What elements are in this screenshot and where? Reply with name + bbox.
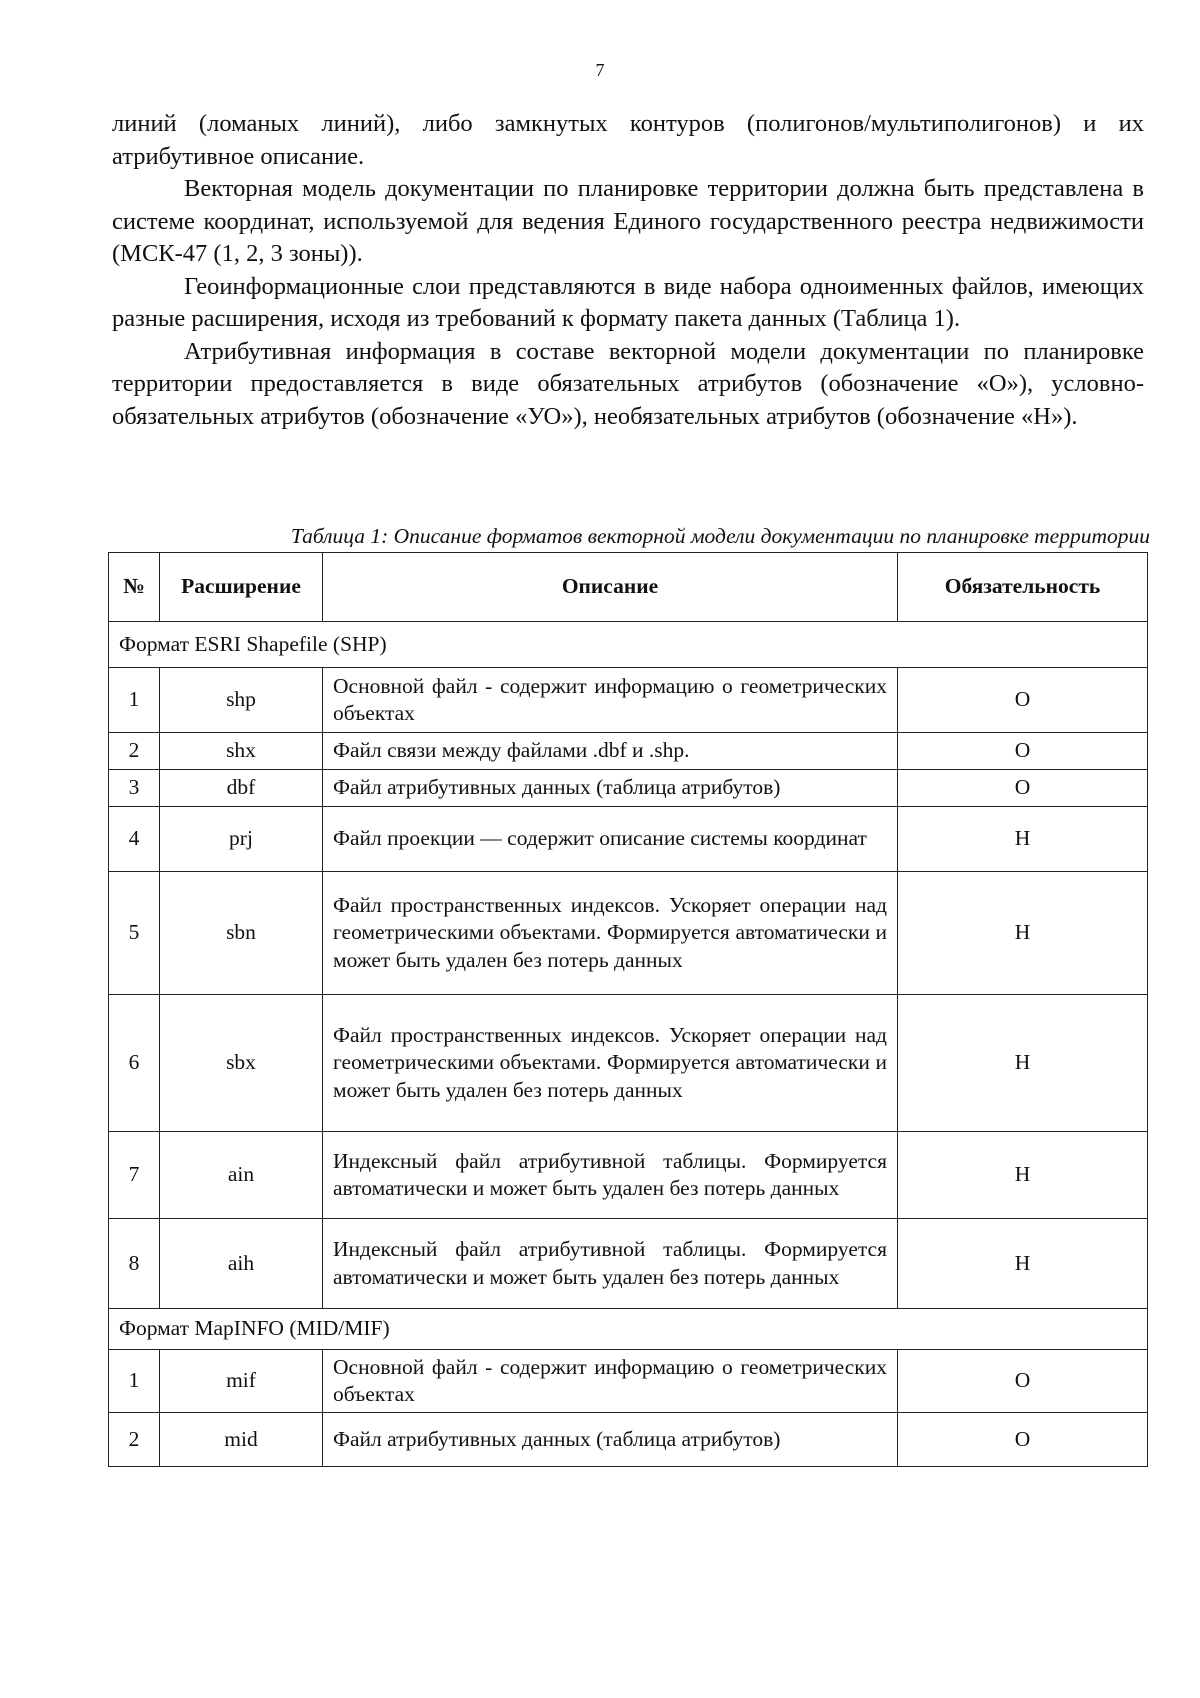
cell-number: 4: [109, 807, 160, 872]
cell-description: Файл пространственных индексов. Ускоряет операции над геометрическими объектами. Формируется автоматически и может быть удален без потерь данных: [323, 872, 898, 995]
cell-requirement: О: [898, 770, 1148, 807]
cell-number: 3: [109, 770, 160, 807]
cell-extension: ain: [160, 1132, 323, 1219]
cell-description: Основной файл - содержит информацию о геометрических объектах: [323, 1350, 898, 1413]
header-number: №: [109, 553, 160, 622]
cell-requirement: О: [898, 1413, 1148, 1467]
cell-description: Файл атрибутивных данных (таблица атрибутов): [323, 1413, 898, 1467]
cell-number: 1: [109, 1350, 160, 1413]
cell-extension: shx: [160, 733, 323, 770]
table-caption: Таблица 1: Описание форматов векторной модели документации по планировке территории: [290, 524, 1150, 548]
table-row: [109, 668, 1148, 733]
section-title: Формат ESRI Shapefile (SHP): [109, 622, 1148, 668]
cell-number: 2: [109, 1413, 160, 1467]
cell-extension: sbx: [160, 995, 323, 1132]
cell-requirement: Н: [898, 1132, 1148, 1219]
cell-requirement: Н: [898, 1219, 1148, 1309]
body-text: [112, 108, 1144, 433]
cell-number: 5: [109, 872, 160, 995]
cell-description: Файл связи между файлами .dbf и .shp.: [323, 733, 898, 770]
cell-extension: dbf: [160, 770, 323, 807]
table-row: [109, 995, 1148, 1132]
cell-requirement: Н: [898, 995, 1148, 1132]
cell-requirement: О: [898, 1350, 1148, 1413]
cell-extension: shp: [160, 668, 323, 733]
cell-requirement: О: [898, 733, 1148, 770]
table-row: [109, 1132, 1148, 1219]
cell-number: 6: [109, 995, 160, 1132]
cell-extension: aih: [160, 1219, 323, 1309]
cell-description: Файл проекции — содержит описание системы координат: [323, 807, 898, 872]
table-row: [109, 1219, 1148, 1309]
table-row: [109, 1413, 1148, 1467]
section-row: [109, 622, 1148, 668]
paragraph: Геоинформационные слои представляются в виде набора одноименных файлов, имеющих разные расширения, исходя из требований к формату пакета данных (Таблица 1).: [112, 272, 1144, 332]
cell-requirement: Н: [898, 872, 1148, 995]
paragraph: Векторная модель документации по планировке территории должна быть представлена в системе координат, используемой для ведения Единого государственного реестра недвижимости (МСК-47 (1, 2, 3 зоны)).: [112, 175, 1144, 267]
table-row: [109, 872, 1148, 995]
cell-requirement: О: [898, 668, 1148, 733]
cell-extension: mid: [160, 1413, 323, 1467]
cell-requirement: Н: [898, 807, 1148, 872]
section-row: [109, 1309, 1148, 1350]
table-header-row: [109, 553, 1148, 622]
cell-description: Основной файл - содержит информацию о геометрических объектах: [323, 668, 898, 733]
cell-extension: mif: [160, 1350, 323, 1413]
table-row: [109, 770, 1148, 807]
cell-number: 8: [109, 1219, 160, 1309]
table-row: [109, 1350, 1148, 1413]
header-extension: Расширение: [160, 553, 323, 622]
section-title: Формат MapINFO (MID/MIF): [109, 1309, 1148, 1350]
cell-number: 1: [109, 668, 160, 733]
cell-extension: sbn: [160, 872, 323, 995]
table-row: [109, 733, 1148, 770]
cell-description: Индексный файл атрибутивной таблицы. Формируется автоматически и может быть удален без потерь данных: [323, 1219, 898, 1309]
header-requirement: Обязательность: [898, 553, 1148, 622]
paragraph: линий (ломаных линий), либо замкнутых контуров (полигонов/мультиполигонов) и их атрибутивное описание.: [112, 110, 1144, 170]
page-number: 7: [595, 60, 605, 80]
header-description: Описание: [323, 553, 898, 622]
cell-number: 7: [109, 1132, 160, 1219]
cell-description: Файл атрибутивных данных (таблица атрибутов): [323, 770, 898, 807]
cell-extension: prj: [160, 807, 323, 872]
formats-table: [108, 552, 1148, 1467]
cell-description: Индексный файл атрибутивной таблицы. Формируется автоматически и может быть удален без потерь данных: [323, 1132, 898, 1219]
cell-description: Файл пространственных индексов. Ускоряет операции над геометрическими объектами. Формируется автоматически и может быть удален без потерь данных: [323, 995, 898, 1132]
table-row: [109, 807, 1148, 872]
cell-number: 2: [109, 733, 160, 770]
paragraph: Атрибутивная информация в составе векторной модели документации по планировке территории предоставляется в виде обязательных атрибутов (обозначение «О»), условно-обязательных атрибутов (обозначение «УО»), необязательных атрибутов (обозначение «Н»).: [112, 337, 1144, 430]
